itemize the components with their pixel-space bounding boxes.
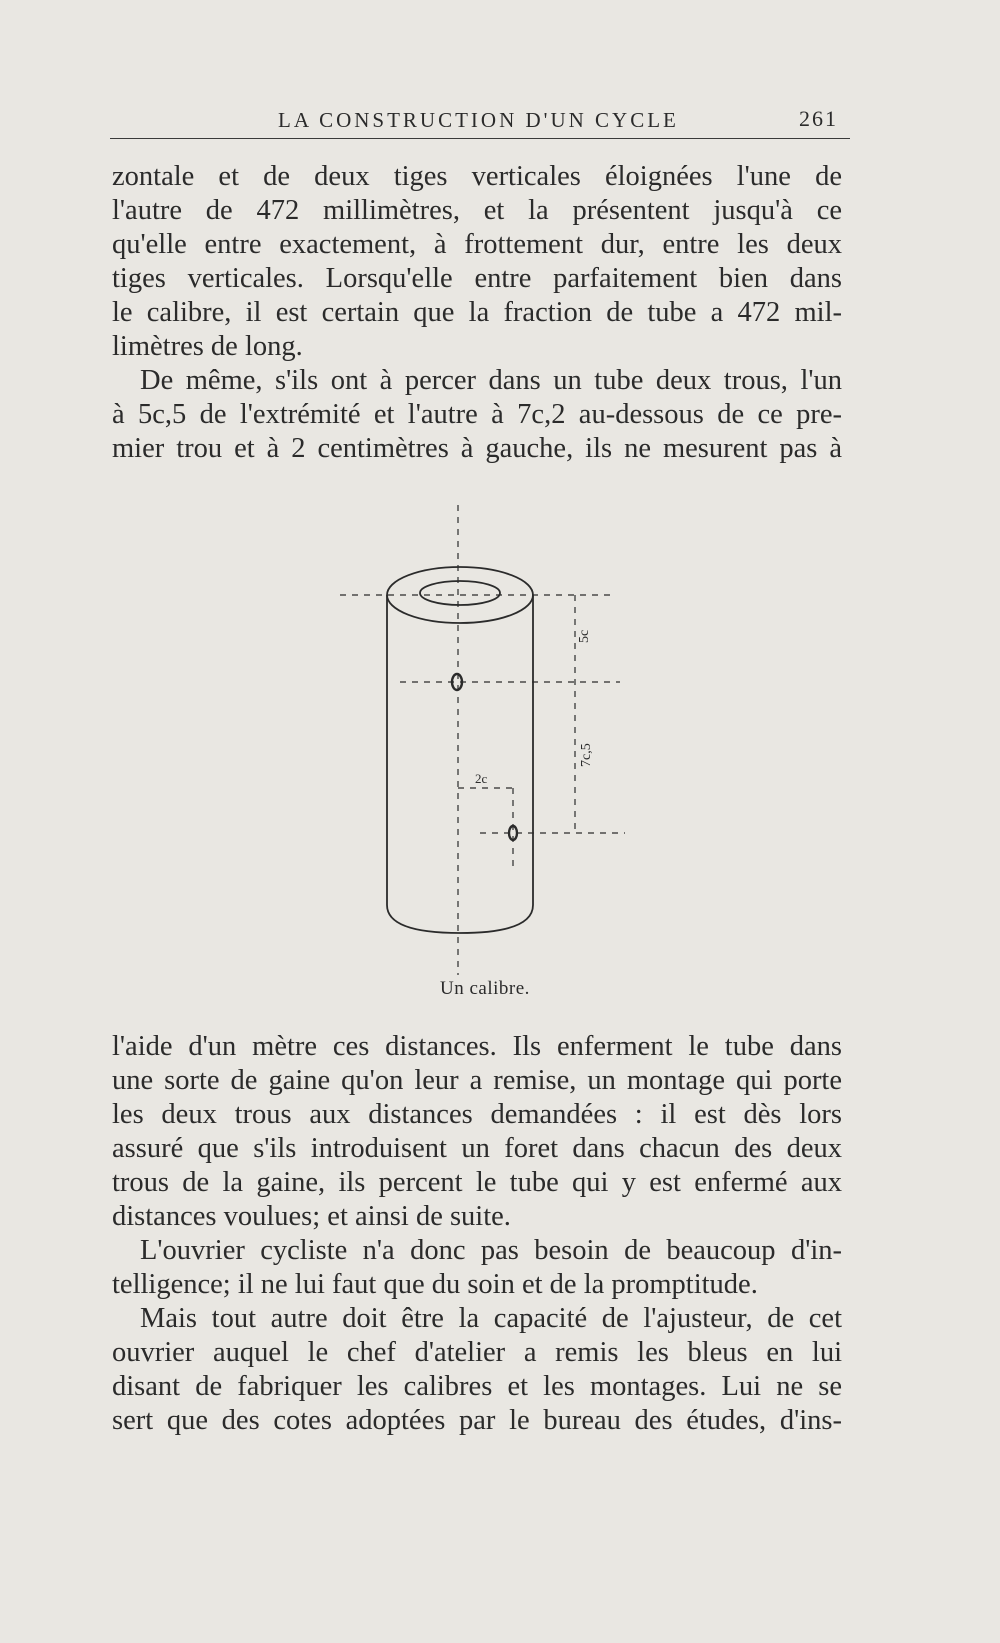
calibre-figure bbox=[320, 505, 640, 975]
running-title: LA CONSTRUCTION D'UN CYCLE bbox=[278, 108, 679, 132]
text-line: disant de fabriquer les calibres et les montages. Lui ne se bbox=[112, 1371, 842, 1402]
text-line: à 5c,5 de l'extrémité et l'autre à 7c,2 au-dessous de ce pre- bbox=[112, 399, 842, 430]
text-line: sert que des cotes adoptées par le bureau des études, d'ins- bbox=[112, 1405, 842, 1436]
text-line: assuré que s'ils introduisent un foret dans chacun des deux bbox=[112, 1133, 842, 1164]
text-line: qu'elle entre exactement, à frottement dur, entre les deux bbox=[112, 229, 842, 260]
text-line: une sorte de gaine qu'on leur a remise, un montage qui porte bbox=[112, 1065, 842, 1096]
text-line: ouvrier auquel le chef d'atelier a remis les bleus en lui bbox=[112, 1337, 842, 1368]
text-line: le calibre, il est certain que la fraction de tube a 472 mil- bbox=[112, 297, 842, 328]
text-line: L'ouvrier cycliste n'a donc pas besoin de beaucoup d'in- bbox=[140, 1235, 842, 1266]
page-number: 261 bbox=[799, 106, 838, 131]
text-line: mier trou et à 2 centimètres à gauche, ils ne mesurent pas à bbox=[112, 433, 842, 464]
text-line: limètres de long. bbox=[112, 331, 303, 362]
text-line: telligence; il ne lui faut que du soin et de la promptitude. bbox=[112, 1269, 758, 1300]
label-7c5: 7c,5 bbox=[579, 743, 594, 767]
text-block-bottom bbox=[112, 1030, 842, 1438]
figure-caption: Un calibre. bbox=[440, 978, 530, 999]
label-2c: 2c bbox=[475, 771, 488, 786]
text-line: l'autre de 472 millimètres, et la présentent jusqu'à ce bbox=[112, 195, 842, 226]
text-line: trous de la gaine, ils percent le tube qui y est enfermé aux bbox=[112, 1167, 842, 1198]
page-header bbox=[110, 98, 850, 139]
text-line: distances voulues; et ainsi de suite. bbox=[112, 1201, 511, 1232]
text-line: zontale et de deux tiges verticales éloignées l'une de bbox=[112, 161, 842, 192]
label-5c: 5c bbox=[577, 629, 592, 643]
text-line: l'aide d'un mètre ces distances. Ils enferment le tube dans bbox=[112, 1031, 842, 1062]
text-line: Mais tout autre doit être la capacité de l'ajusteur, de cet bbox=[140, 1303, 842, 1334]
text-block-top bbox=[112, 160, 842, 466]
text-line: tiges verticales. Lorsqu'elle entre parfaitement bien dans bbox=[112, 263, 842, 294]
cylinder-bore bbox=[420, 581, 500, 605]
text-line: De même, s'ils ont à percer dans un tube deux trous, l'un bbox=[140, 365, 842, 396]
cylinder-body bbox=[387, 595, 533, 933]
text-line: les deux trous aux distances demandées : il est dès lors bbox=[112, 1099, 842, 1130]
